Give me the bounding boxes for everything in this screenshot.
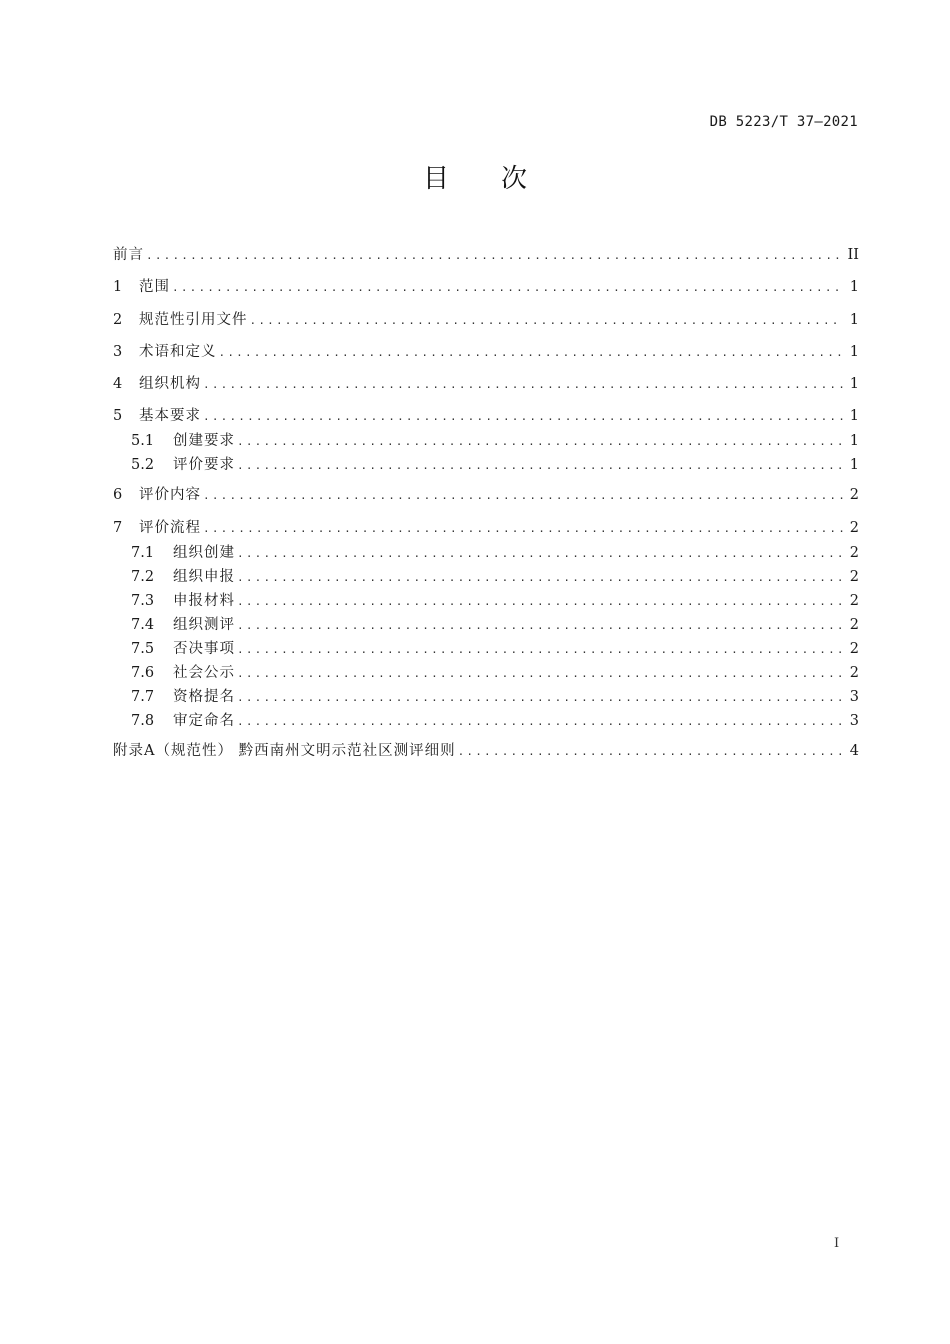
toc-leader-dots — [237, 591, 843, 613]
toc-entry-number: 5.1 — [131, 433, 155, 449]
toc-entry-page: 3 — [849, 689, 859, 705]
toc-leader-dots — [219, 342, 844, 364]
toc-entry-2[interactable] — [113, 309, 859, 331]
toc-entry-label: 评价内容 — [139, 487, 201, 503]
toc-entry-page: 2 — [849, 545, 859, 561]
toc-entry-page: 1 — [849, 408, 859, 424]
toc-entry-label: 术语和定义 — [139, 344, 217, 360]
toc-entry-page: 1 — [849, 457, 859, 473]
toc-entry-label: 创建要求 — [173, 433, 235, 449]
toc-entry-number: 7.5 — [131, 641, 155, 657]
toc-entry-7-2[interactable] — [131, 566, 859, 588]
toc-title: 目次 — [422, 164, 579, 194]
toc-entry-number: 7.2 — [131, 569, 155, 585]
toc-leader-dots — [237, 615, 843, 637]
toc-entry-5-2[interactable] — [131, 454, 859, 476]
toc-entry-number: 1 — [113, 279, 123, 295]
toc-entry-foreword[interactable] — [113, 244, 859, 266]
toc-entry-number: 7.7 — [131, 689, 155, 705]
standard-code: DB 5223/T 37—2021 — [709, 114, 858, 130]
toc-entry-label: 资格提名 — [173, 689, 235, 705]
toc-entry-number: 7.3 — [131, 593, 155, 609]
toc-entry-7-1[interactable] — [131, 542, 859, 564]
toc-entry-label: 附录A（规范性） 黔西南州文明示范社区测评细则 — [113, 743, 456, 759]
toc-entry-number: 7.8 — [131, 713, 155, 729]
toc-entry-label: 组织测评 — [173, 617, 235, 633]
toc-entry-page: 2 — [849, 641, 859, 657]
toc-entry-7[interactable] — [113, 517, 859, 539]
toc-entry-label: 组织机构 — [139, 376, 201, 392]
toc-entry-page: 1 — [849, 312, 859, 328]
toc-entry-appendix-a[interactable] — [113, 740, 859, 762]
toc-entry-label: 组织申报 — [173, 569, 235, 585]
toc-leader-dots — [237, 711, 843, 733]
toc-leader-dots — [237, 455, 843, 477]
toc-leader-dots — [203, 374, 843, 396]
toc-entry-number: 5.2 — [131, 457, 155, 473]
toc-entry-7-5[interactable] — [131, 638, 859, 660]
toc-leader-dots — [146, 245, 842, 267]
toc-entry-number: 5 — [113, 408, 123, 424]
toc-entry-number: 7.6 — [131, 665, 155, 681]
toc-leader-dots — [237, 663, 843, 685]
toc-entry-page: 1 — [849, 279, 859, 295]
toc-entry-number: 7 — [113, 520, 123, 536]
toc-entry-number: 7.4 — [131, 617, 155, 633]
toc-entry-label: 否决事项 — [173, 641, 235, 657]
toc-entry-page: 1 — [849, 433, 859, 449]
toc-entry-number: 2 — [113, 312, 123, 328]
toc-entry-label: 范围 — [139, 279, 170, 295]
toc-leader-dots — [172, 277, 843, 299]
page-number: I — [834, 1236, 840, 1251]
toc-entry-page: 2 — [849, 487, 859, 503]
toc-entry-number: 6 — [113, 487, 123, 503]
toc-entry-label: 基本要求 — [139, 408, 201, 424]
toc-entry-7-8[interactable] — [131, 710, 859, 732]
toc-entry-page: 2 — [849, 617, 859, 633]
toc-leader-dots — [237, 543, 843, 565]
toc-leader-dots — [203, 518, 843, 540]
toc-entry-number: 3 — [113, 344, 123, 360]
toc-entry-page: 4 — [849, 743, 859, 759]
toc-entry-6[interactable] — [113, 484, 859, 506]
toc-leader-dots — [237, 567, 843, 589]
toc-entry-page: 2 — [849, 593, 859, 609]
toc-leader-dots — [237, 639, 843, 661]
toc-leader-dots — [203, 485, 843, 507]
toc-entry-7-7[interactable] — [131, 686, 859, 708]
toc-entry-label: 评价流程 — [139, 520, 201, 536]
toc-entry-page: 2 — [849, 569, 859, 585]
toc-entry-page: 1 — [849, 376, 859, 392]
toc-entry-7-4[interactable] — [131, 614, 859, 636]
toc-entry-label: 评价要求 — [173, 457, 235, 473]
toc-entry-5[interactable] — [113, 405, 859, 427]
toc-entry-label: 前言 — [113, 247, 144, 263]
toc-leader-dots — [458, 741, 843, 763]
toc-entry-label: 审定命名 — [173, 713, 235, 729]
toc-entry-label: 组织创建 — [173, 545, 235, 561]
toc-leader-dots — [203, 406, 843, 428]
toc-entry-label: 社会公示 — [173, 665, 235, 681]
toc-entry-number: 4 — [113, 376, 123, 392]
toc-leader-dots — [237, 687, 843, 709]
toc-entry-page: II — [847, 247, 859, 263]
toc-entry-page: 2 — [849, 520, 859, 536]
toc-leader-dots — [237, 431, 843, 453]
toc-entry-3[interactable] — [113, 341, 859, 363]
toc-entry-page: 3 — [849, 713, 859, 729]
toc-entry-4[interactable] — [113, 373, 859, 395]
toc-entry-number: 7.1 — [131, 545, 155, 561]
toc-entry-label: 规范性引用文件 — [139, 312, 248, 328]
toc-entry-7-3[interactable] — [131, 590, 859, 612]
toc-entry-page: 2 — [849, 665, 859, 681]
toc-leader-dots — [250, 310, 844, 332]
toc-entry-label: 申报材料 — [173, 593, 235, 609]
toc-entry-5-1[interactable] — [131, 430, 859, 452]
toc-entry-page: 1 — [849, 344, 859, 360]
toc-entry-1[interactable] — [113, 276, 859, 298]
toc-entry-7-6[interactable] — [131, 662, 859, 684]
